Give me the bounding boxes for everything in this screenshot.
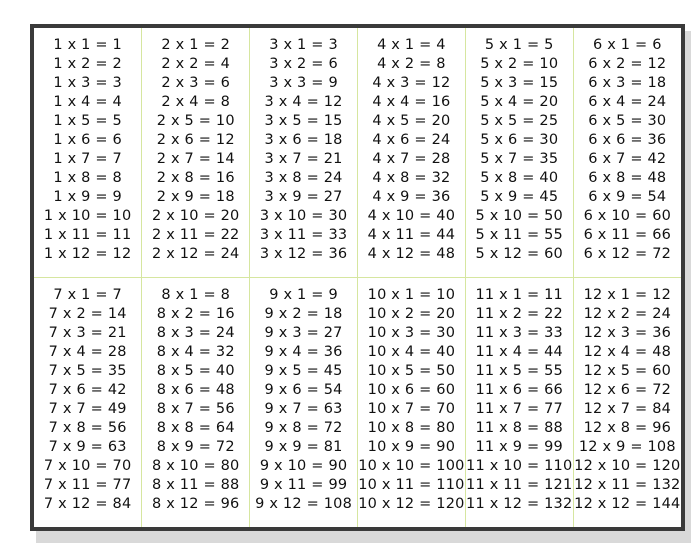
- equation-line: 8 x 3 = 24: [156, 325, 235, 341]
- equation-line: 5 x 7 = 35: [480, 151, 559, 167]
- times-table-12: [573, 278, 681, 528]
- equation-line: 5 x 8 = 40: [480, 170, 559, 186]
- table-row-group: [34, 28, 681, 278]
- equation-line: 3 x 12 = 36: [259, 246, 348, 262]
- equation-line: 2 x 7 = 14: [156, 151, 235, 167]
- equation-line: 10 x 4 = 40: [367, 344, 456, 360]
- equation-line: 8 x 7 = 56: [156, 401, 235, 417]
- times-table-2: [142, 28, 250, 278]
- times-table-board: [30, 24, 685, 531]
- equation-line: 12 x 5 = 60: [583, 363, 672, 379]
- equation-line: 10 x 8 = 80: [367, 420, 456, 436]
- equation-line: 7 x 6 = 42: [48, 382, 127, 398]
- equation-line: 8 x 6 = 48: [156, 382, 235, 398]
- equation-line: 3 x 6 = 18: [264, 132, 343, 148]
- equation-line: 8 x 10 = 80: [151, 458, 240, 474]
- equation-line: 8 x 9 = 72: [156, 439, 235, 455]
- equation-line: 1 x 11 = 11: [43, 227, 132, 243]
- equation-line: 10 x 2 = 20: [367, 306, 456, 322]
- equation-line: 6 x 7 = 42: [588, 151, 667, 167]
- times-table-9: [250, 278, 358, 528]
- equation-line: 9 x 9 = 81: [264, 439, 343, 455]
- equation-line: 8 x 8 = 64: [156, 420, 235, 436]
- equation-line: 2 x 9 = 18: [156, 189, 235, 205]
- equation-line: 1 x 6 = 6: [53, 132, 122, 148]
- equation-line: 10 x 1 = 10: [367, 287, 456, 303]
- equation-line: 2 x 10 = 20: [151, 208, 240, 224]
- equation-line: 6 x 3 = 18: [588, 75, 667, 91]
- equation-line: 1 x 4 = 4: [53, 94, 122, 110]
- equation-line: 5 x 5 = 25: [480, 113, 559, 129]
- equation-line: 10 x 10 = 100: [358, 458, 465, 474]
- equation-line: 7 x 12 = 84: [43, 496, 132, 512]
- equation-line: 1 x 12 = 12: [43, 246, 132, 262]
- equation-line: 9 x 11 = 99: [259, 477, 348, 493]
- equation-line: 12 x 6 = 72: [583, 382, 672, 398]
- equation-line: 10 x 3 = 30: [367, 325, 456, 341]
- equation-line: 12 x 2 = 24: [583, 306, 672, 322]
- table-row-group: [34, 278, 681, 528]
- equation-line: 4 x 8 = 32: [372, 170, 451, 186]
- equation-line: 1 x 10 = 10: [43, 208, 132, 224]
- equation-line: 2 x 2 = 4: [161, 56, 231, 72]
- equation-line: 4 x 3 = 12: [372, 75, 451, 91]
- equation-line: 2 x 11 = 22: [151, 227, 240, 243]
- times-table-8: [142, 278, 250, 528]
- equation-line: 9 x 4 = 36: [264, 344, 343, 360]
- equation-line: 10 x 7 = 70: [367, 401, 456, 417]
- equation-line: 4 x 5 = 20: [372, 113, 451, 129]
- equation-line: 12 x 8 = 96: [583, 420, 672, 436]
- equation-line: 5 x 3 = 15: [480, 75, 559, 91]
- equation-line: 9 x 2 = 18: [264, 306, 343, 322]
- equation-line: 5 x 6 = 30: [480, 132, 559, 148]
- equation-line: 7 x 7 = 49: [48, 401, 127, 417]
- times-table-grid: [34, 28, 681, 527]
- equation-line: 2 x 6 = 12: [156, 132, 235, 148]
- equation-line: 10 x 11 = 110: [358, 477, 465, 493]
- equation-line: 1 x 9 = 9: [53, 189, 122, 205]
- equation-line: 11 x 11 = 121: [466, 477, 573, 493]
- equation-line: 11 x 7 = 77: [475, 401, 563, 417]
- times-table-5: [465, 28, 573, 278]
- equation-line: 9 x 5 = 45: [264, 363, 343, 379]
- equation-line: 2 x 1 = 2: [161, 37, 231, 53]
- equation-line: 11 x 3 = 33: [475, 325, 563, 341]
- equation-line: 6 x 11 = 66: [583, 227, 672, 243]
- equation-line: 8 x 4 = 32: [156, 344, 235, 360]
- equation-line: 11 x 9 = 99: [475, 439, 563, 455]
- equation-line: 5 x 12 = 60: [475, 246, 563, 262]
- equation-line: 12 x 4 = 48: [583, 344, 672, 360]
- equation-line: 6 x 5 = 30: [588, 113, 667, 129]
- equation-line: 6 x 9 = 54: [588, 189, 667, 205]
- equation-line: 7 x 3 = 21: [48, 325, 127, 341]
- times-table-10: [357, 278, 465, 528]
- equation-line: 9 x 12 = 108: [255, 496, 353, 512]
- equation-line: 11 x 4 = 44: [475, 344, 563, 360]
- equation-line: 4 x 12 = 48: [367, 246, 456, 262]
- equation-line: 7 x 2 = 14: [48, 306, 127, 322]
- equation-line: 12 x 1 = 12: [583, 287, 672, 303]
- equation-line: 11 x 8 = 88: [475, 420, 563, 436]
- equation-line: 8 x 5 = 40: [156, 363, 235, 379]
- equation-line: 2 x 4 = 8: [161, 94, 231, 110]
- equation-line: 5 x 4 = 20: [480, 94, 559, 110]
- equation-line: 10 x 6 = 60: [367, 382, 456, 398]
- equation-line: 1 x 2 = 2: [53, 56, 122, 72]
- equation-line: 9 x 6 = 54: [264, 382, 343, 398]
- times-table-11: [465, 278, 573, 528]
- equation-line: 1 x 8 = 8: [53, 170, 122, 186]
- equation-line: 9 x 8 = 72: [264, 420, 343, 436]
- equation-line: 1 x 7 = 7: [53, 151, 122, 167]
- equation-line: 12 x 10 = 120: [574, 458, 681, 474]
- equation-line: 3 x 7 = 21: [264, 151, 343, 167]
- equation-line: 4 x 11 = 44: [367, 227, 456, 243]
- times-table-6: [573, 28, 681, 278]
- equation-line: 5 x 1 = 5: [484, 37, 554, 53]
- equation-line: 9 x 7 = 63: [264, 401, 343, 417]
- equation-line: 12 x 3 = 36: [583, 325, 672, 341]
- equation-line: 11 x 2 = 22: [475, 306, 563, 322]
- equation-line: 11 x 6 = 66: [475, 382, 563, 398]
- equation-line: 3 x 9 = 27: [264, 189, 343, 205]
- equation-line: 4 x 4 = 16: [372, 94, 451, 110]
- equation-line: 6 x 2 = 12: [588, 56, 667, 72]
- equation-line: 4 x 6 = 24: [372, 132, 451, 148]
- equation-line: 6 x 12 = 72: [583, 246, 672, 262]
- equation-line: 3 x 10 = 30: [259, 208, 348, 224]
- equation-line: 12 x 11 = 132: [574, 477, 681, 493]
- equation-line: 9 x 10 = 90: [259, 458, 348, 474]
- equation-line: 4 x 10 = 40: [367, 208, 456, 224]
- equation-line: 8 x 2 = 16: [156, 306, 235, 322]
- equation-line: 7 x 10 = 70: [43, 458, 132, 474]
- equation-line: 10 x 12 = 120: [358, 496, 465, 512]
- equation-line: 3 x 2 = 6: [269, 56, 338, 72]
- equation-line: 3 x 1 = 3: [269, 37, 338, 53]
- equation-line: 7 x 9 = 63: [48, 439, 127, 455]
- equation-line: 4 x 2 = 8: [377, 56, 446, 72]
- equation-line: 2 x 5 = 10: [156, 113, 235, 129]
- equation-line: 4 x 1 = 4: [377, 37, 446, 53]
- equation-line: 7 x 1 = 7: [53, 287, 122, 303]
- times-table-4: [357, 28, 465, 278]
- equation-line: 5 x 9 = 45: [480, 189, 559, 205]
- equation-line: 7 x 8 = 56: [48, 420, 127, 436]
- times-table-3: [250, 28, 358, 278]
- equation-line: 12 x 12 = 144: [574, 496, 681, 512]
- equation-line: 8 x 11 = 88: [151, 477, 240, 493]
- equation-line: 12 x 7 = 84: [583, 401, 672, 417]
- equation-line: 12 x 9 = 108: [578, 439, 676, 455]
- equation-line: 4 x 9 = 36: [372, 189, 451, 205]
- equation-line: 6 x 4 = 24: [588, 94, 667, 110]
- equation-line: 5 x 11 = 55: [475, 227, 563, 243]
- equation-line: 9 x 3 = 27: [264, 325, 343, 341]
- equation-line: 6 x 8 = 48: [588, 170, 667, 186]
- equation-line: 10 x 9 = 90: [367, 439, 456, 455]
- equation-line: 7 x 11 = 77: [43, 477, 132, 493]
- equation-line: 11 x 1 = 11: [475, 287, 563, 303]
- times-table-1: [34, 28, 142, 278]
- equation-line: 3 x 11 = 33: [259, 227, 348, 243]
- equation-line: 3 x 8 = 24: [264, 170, 343, 186]
- equation-line: 11 x 10 = 110: [466, 458, 573, 474]
- equation-line: 11 x 12 = 132: [466, 496, 573, 512]
- equation-line: 2 x 8 = 16: [156, 170, 235, 186]
- equation-line: 2 x 3 = 6: [161, 75, 231, 91]
- equation-line: 7 x 4 = 28: [48, 344, 127, 360]
- equation-line: 3 x 5 = 15: [264, 113, 343, 129]
- equation-line: 8 x 12 = 96: [151, 496, 240, 512]
- equation-line: 6 x 1 = 6: [592, 37, 662, 53]
- equation-line: 9 x 1 = 9: [269, 287, 338, 303]
- equation-line: 2 x 12 = 24: [151, 246, 240, 262]
- equation-line: 10 x 5 = 50: [367, 363, 456, 379]
- equation-line: 3 x 4 = 12: [264, 94, 343, 110]
- equation-line: 1 x 3 = 3: [53, 75, 122, 91]
- equation-line: 11 x 5 = 55: [475, 363, 563, 379]
- equation-line: 1 x 5 = 5: [53, 113, 122, 129]
- equation-line: 5 x 10 = 50: [475, 208, 563, 224]
- equation-line: 6 x 6 = 36: [588, 132, 667, 148]
- equation-line: 4 x 7 = 28: [372, 151, 451, 167]
- equation-line: 5 x 2 = 10: [480, 56, 559, 72]
- equation-line: 3 x 3 = 9: [269, 75, 338, 91]
- equation-line: 8 x 1 = 8: [161, 287, 231, 303]
- equation-line: 6 x 10 = 60: [583, 208, 672, 224]
- equation-line: 1 x 1 = 1: [53, 37, 122, 53]
- times-table-7: [34, 278, 142, 528]
- equation-line: 7 x 5 = 35: [48, 363, 127, 379]
